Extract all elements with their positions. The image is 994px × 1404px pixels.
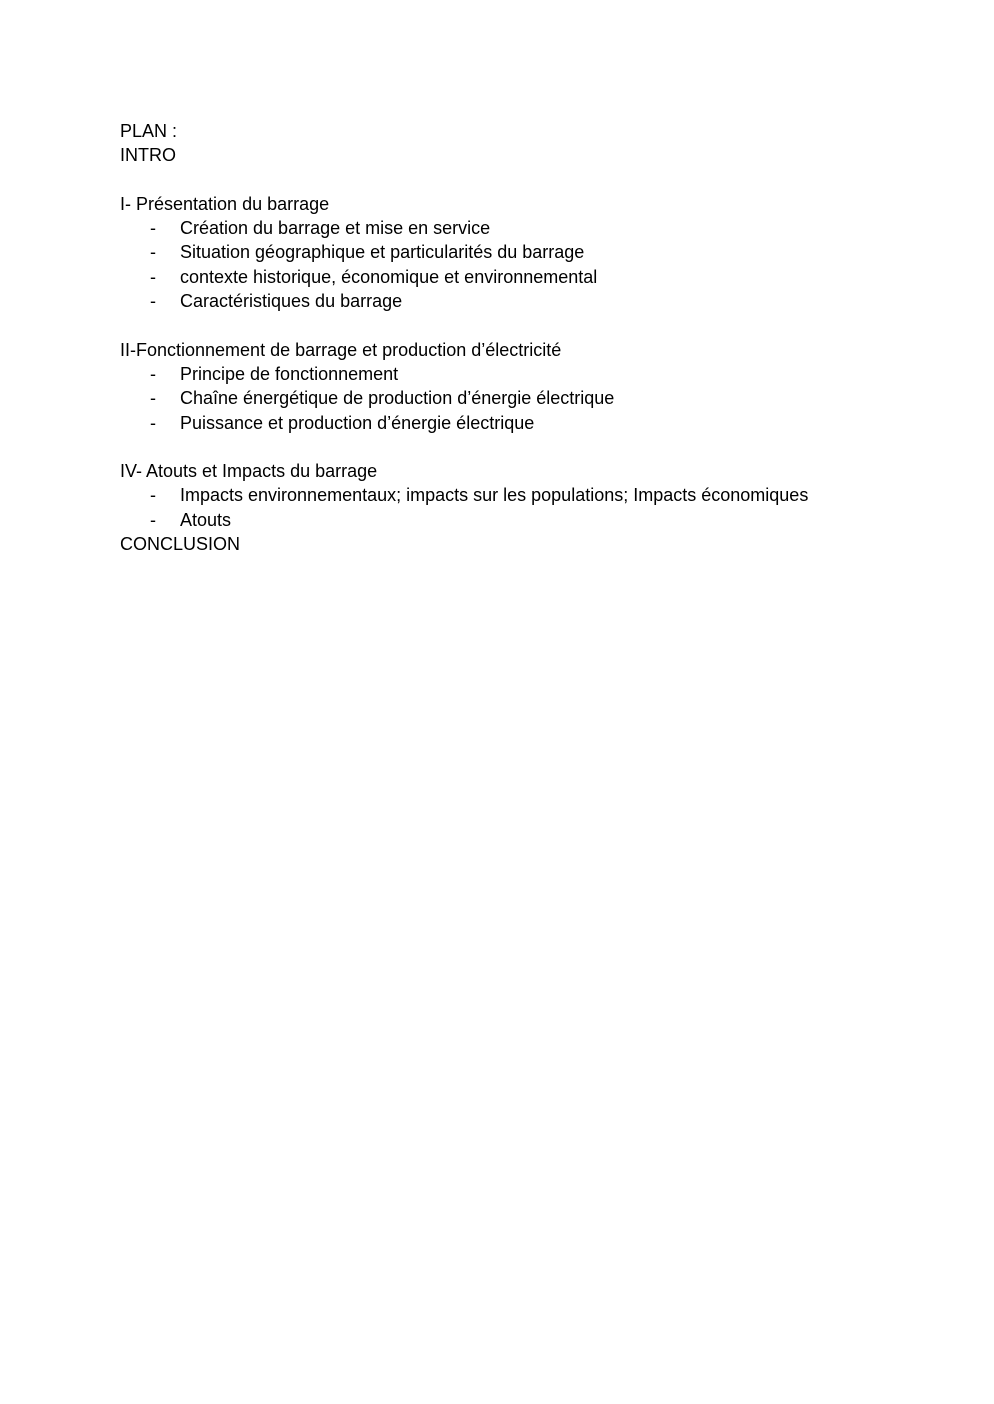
bullet-dash: -	[150, 218, 156, 239]
list-item	[120, 240, 940, 264]
bullet-dash: -	[150, 242, 156, 263]
section-title: II-Fonctionnement de barrage et production d’électricité	[120, 339, 562, 360]
list-item-text: Création du barrage et mise en service	[180, 218, 491, 239]
spacer	[120, 313, 940, 337]
list-item-text: Caractéristiques du barrage	[180, 291, 403, 312]
list-item	[120, 265, 940, 289]
list-item	[120, 362, 940, 386]
bullet-dash: -	[150, 509, 156, 530]
bullet-dash: -	[150, 412, 156, 433]
bullet-dash: -	[150, 363, 156, 384]
conclusion-heading: CONCLUSION	[120, 534, 241, 555]
plan-label: PLAN :	[120, 121, 178, 141]
bullet-dash: -	[150, 485, 156, 506]
bullet-dash: -	[150, 388, 156, 409]
list-item	[120, 483, 940, 507]
list-item-text: Principe de fonctionnement	[180, 363, 399, 384]
list-item-text: contexte historique, économique et environnemental	[180, 266, 598, 287]
spacer	[120, 168, 940, 192]
bullet-dash: -	[150, 291, 156, 312]
section-title: IV- Atouts et Impacts du barrage	[120, 461, 378, 482]
list-item-text: Impacts environnementaux; impacts sur les populations; Impacts économiques	[180, 485, 809, 506]
list-item	[120, 386, 940, 410]
list-item	[120, 216, 940, 240]
bullet-dash: -	[150, 266, 156, 287]
list-item	[120, 289, 940, 313]
list-item	[120, 411, 940, 435]
plan-outline	[120, 119, 940, 556]
list-item-text: Situation géographique et particularités du barrage	[180, 242, 585, 263]
spacer	[120, 435, 940, 459]
list-item	[120, 508, 940, 532]
section-title: I- Présentation du barrage	[120, 193, 330, 214]
list-item-text: Puissance et production d’énergie électrique	[180, 412, 535, 433]
intro-heading: INTRO	[120, 145, 176, 166]
list-item-text: Atouts	[180, 509, 232, 530]
list-item-text: Chaîne énergétique de production d’énergie électrique	[180, 388, 615, 409]
